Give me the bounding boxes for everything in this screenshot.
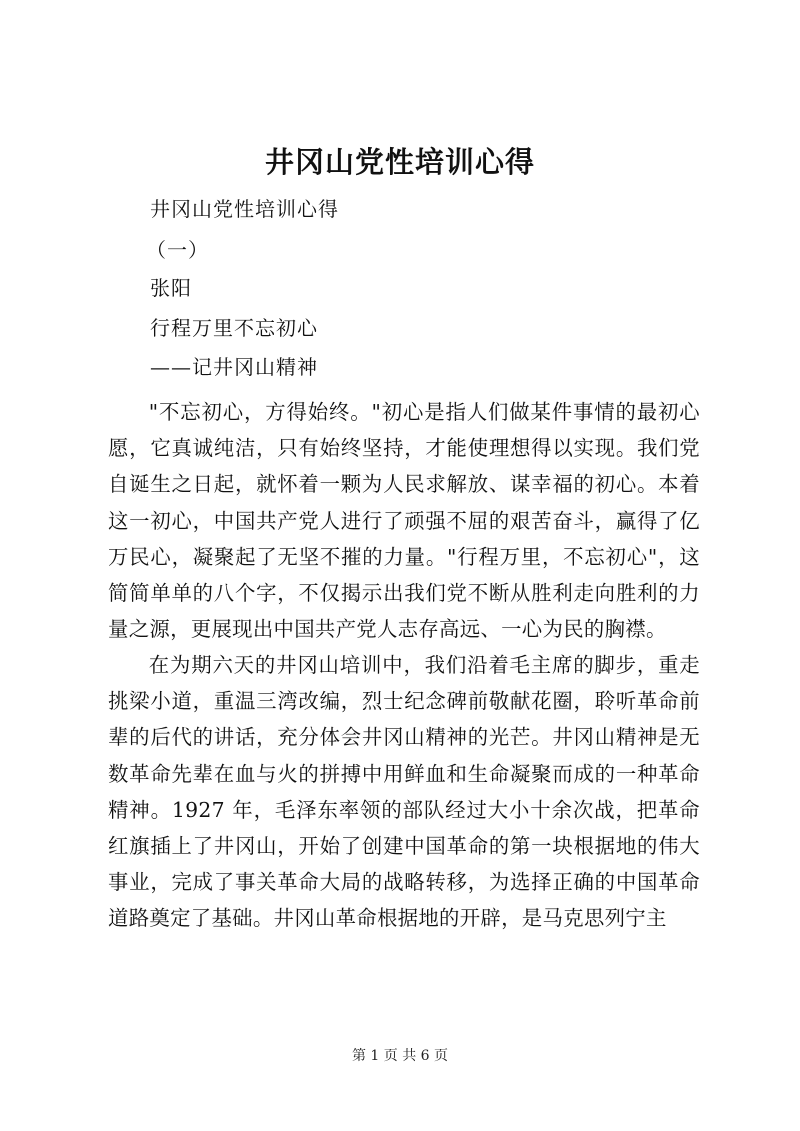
- section-number: （一）: [146, 238, 209, 262]
- body-paragraph-2: 在为期六天的井冈山培训中，我们沿着毛主席的脚步，重走挑梁小道，重温三湾改编，烈士纪念碑前敬献花圈，聆听革命前辈的后代的讲话，充分体会井冈山精神的光芒。井冈山精神是无数革命先辈在血与火的拼搏中用鲜血和生命凝聚而成的一种革命精神。1927 年，毛泽东率领的部队经过大小十余次战，把革命红旗插上了井冈山，开始了创建中国革命的第一块根据地的伟大事业，完成了事关革命大局的战略转移，为选择正确的中国革命道路奠定了基础。井冈山革命根据地的开辟，是马克思列宁主: [108, 653, 700, 931]
- article-heading: 行程万里不忘初心: [150, 316, 318, 340]
- body-paragraph-1: "不忘初心，方得始终。"初心是指人们做某件事情的最初心愿，它真诚纯洁，只有始终坚持，才能使理想得以实现。我们党自诞生之日起，就怀着一颗为人民求解放、谋幸福的初心。本着这一初心，中国共产党人进行了顽强不屈的艰苦奋斗，赢得了亿万民心，凝聚起了无坚不摧的力量。"行程万里，不忘初心"，这简简单单的八个字，不仅揭示出我们党不断从胜利走向胜利的力量之源，更展现出中国共产党人志存高远、一心为民的胸襟。: [108, 400, 700, 642]
- article-subheading: ——记井冈山精神: [150, 355, 318, 379]
- document-subtitle: 井冈山党性培训心得: [150, 197, 339, 221]
- author-name: 张阳: [150, 276, 192, 300]
- document-title: 井冈山党性培训心得: [264, 145, 535, 179]
- page-footer: 第 1 页 共 6 页: [351, 1048, 449, 1064]
